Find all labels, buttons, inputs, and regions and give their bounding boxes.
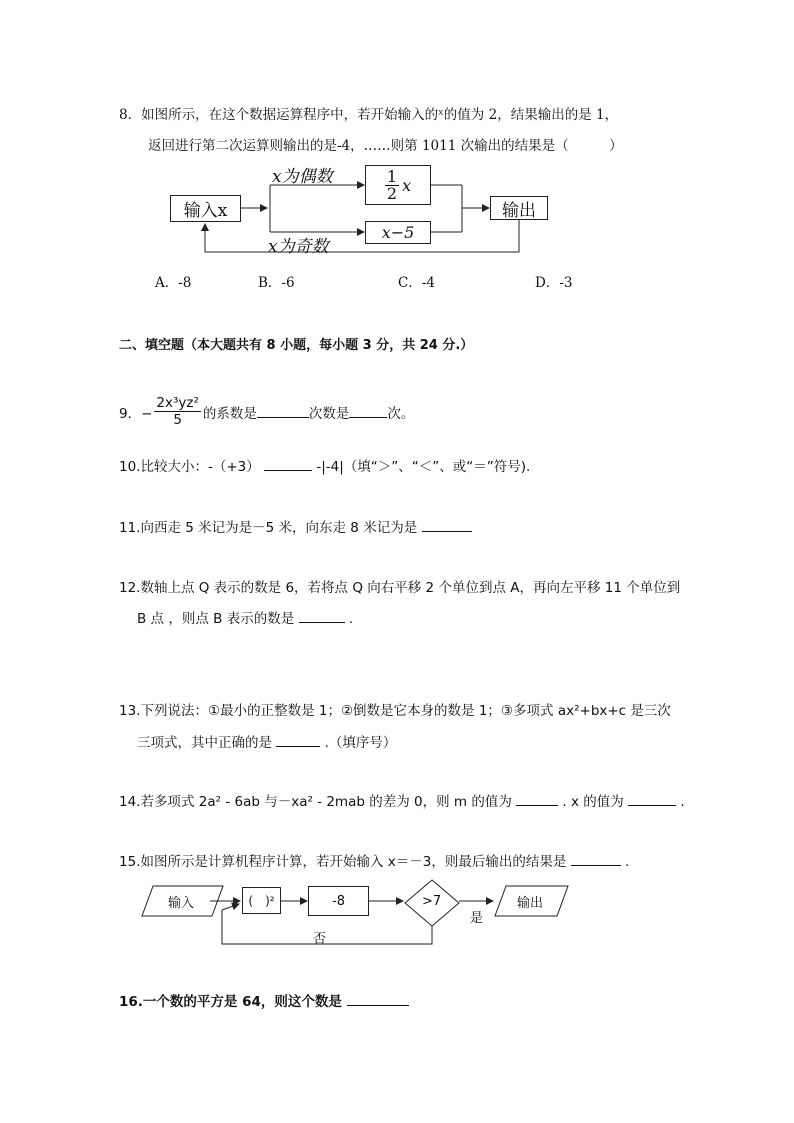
q15-condition-label: >7 [422,894,442,909]
q9-fraction: $\frac{\text{2x³yz²}}{5}$ [156,395,199,428]
q9-text2: 次数是 [308,405,350,422]
q15-no-label: 否 [313,932,327,947]
q15-minus8-box [308,886,369,916]
q16-text: 16.一个数的平方是 64，则这个数是 [119,994,342,1010]
q15-end: . [624,854,630,870]
q8-line2: 返回进行第二次运算则输出的是-4，……则第 1011 次输出的结果是（ ） [148,138,623,154]
q8-even-label: x为偶数 [272,167,333,187]
q8-odd-label: x为奇数 [268,237,329,257]
q8-option-a: A．-8 [155,275,192,291]
q8-option-b: B．-6 [258,275,295,291]
q15-square-box [242,887,281,914]
q15-square-label: ( )² [248,894,275,908]
q16-blank[interactable] [347,993,409,1006]
q8-input-label: 输入x [183,201,228,221]
q8-half-fraction: $\frac{1}{2}$ [386,166,398,203]
q15-minus8-label: -8 [332,893,345,909]
q13-text-b: .（填序号） [324,735,397,751]
q14-text-a: 14.若多项式 2a² - 6ab 与－xa² - 2mab 的差为 0，则 m 的值为 [119,794,512,810]
q13-line1: 13.下列说法：①最小的正整数是 1；②倒数是它本身的数是 1；③多项式 ax²+bx+c 是三次 [119,703,671,719]
q8-line1: 8．如图所示，在这个数据运算程序中，若开始输入的ˣ的值为 2，结果输出的是 1， [119,107,619,123]
q9-text3: 次。 [387,405,415,422]
q16 [119,990,409,1010]
q8-option-c: C．-4 [398,275,435,291]
q15-output-label: 输出 [517,896,544,911]
q9-text1: 的系数是 [202,405,257,422]
q12-text-a: B 点 ，则点 B 表示的数是 [137,611,295,627]
q10-text-a: 10.比较大小：-（+3） [119,459,260,475]
q9-prefix: 9．− [119,405,153,422]
q12-text-b: . [348,611,354,627]
q14-text-b: . x 的值为 [562,794,624,810]
q10-text-b: -|-4|（填“＞”、“＜”、或“＝”符号). [316,459,531,475]
q8-option-d: D．-3 [535,275,573,291]
q8-minus5-label: x−5 [381,223,415,242]
q15-yes-label: 是 [470,911,484,926]
q15-input-label: 输入 [168,896,195,911]
q11-text: 11.向西走 5 米记为是－5 米，向东走 8 米记为是 [119,520,418,536]
q12-line1: 12.数轴上点 Q 表示的数是 6，若将点 Q 向右平移 2 个单位到点 A，再向左平移 11 个单位到 [119,580,681,596]
q8-output-label: 输出 [502,200,536,221]
q13-text-a: 三项式，其中正确的是 [137,735,272,751]
section-2-title: 二、填空题（本大题共有 8 小题，每小题 3 分，共 24 分.） [119,338,474,353]
q15-text: 15.如图所示是计算机程序计算，若开始输入 x＝－3，则最后输出的结果是 [119,854,567,870]
q8-half-var: x [402,175,412,195]
q14-text-c: . [680,794,685,810]
